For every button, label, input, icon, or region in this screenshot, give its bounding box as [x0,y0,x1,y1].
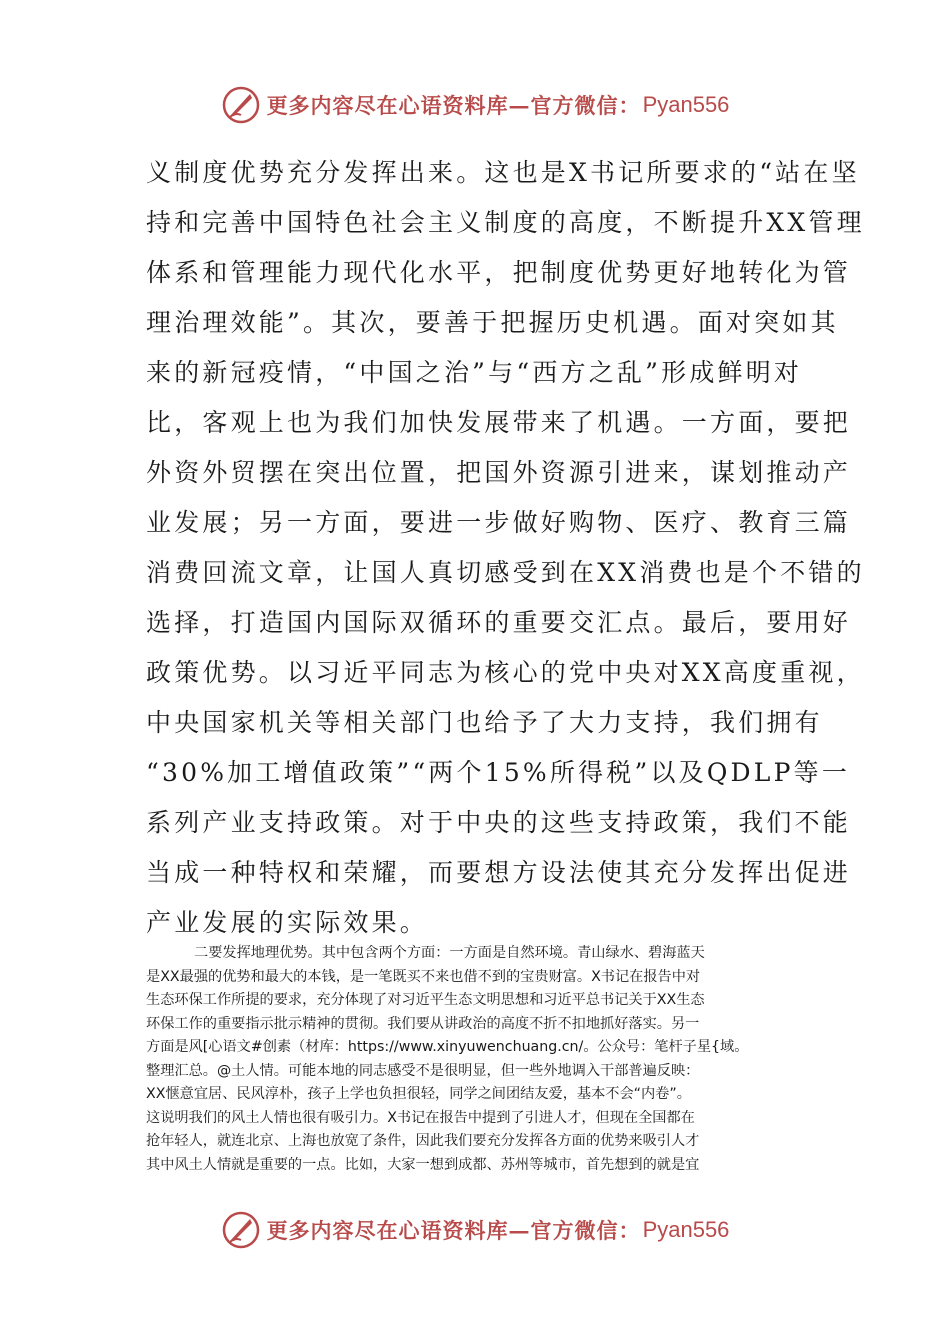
small-text-line: 环保工作的重要指示批示精神的贯彻。我们要从讲政治的高度不折不扣地抓好落实。另一 [146,1015,700,1032]
footer-banner [0,1205,950,1255]
secondary-paragraph [146,942,810,1177]
small-text-line: XX惬意宜居、民风淳朴，孩子上学也负担很轻，同学之间团结友爱，基本不会“内卷”。 [146,1086,691,1102]
small-text-line: 是XX最强的优势和最大的本钱，是一笔既买不来也借不到的宝贵财富。X书记在报告中对 [146,968,701,985]
text-line: 理治理效能”。其次，要善于把握历史机遇。面对突如其 [146,308,839,337]
text-line: 选择，打造国内国际双循环的重要交汇点。最后，要用好 [146,608,852,637]
small-text-line: 其中风土人情就是重要的一点。比如，大家一想到成都、苏州等城市，首先想到的就是宜 [146,1156,700,1173]
text-line: 义制度优势充分发挥出来。这也是X书记所要求的“站在坚 [146,158,860,187]
small-text-line: 二要发挥地理优势。其中包含两个方面：一方面是自然环境。青山绿水、碧海蓝天 [194,945,705,961]
banner-wechat-handle: Pyan556 [642,1217,730,1242]
small-text-line: 抢年轻人，就连北京、上海也放宽了条件，因此我们要充分发挥各方面的优势来吸引人才 [146,1133,700,1149]
small-text-line: 生态环保工作所提的要求，充分体现了对习近平生态文明思想和习近平总书记关于XX生态 [146,992,705,1008]
small-text-line: 整理汇总。@土人情。可能本地的同志感受不是很明显，但一些外地调入干部普遍反映： [146,1062,700,1079]
small-text-line: 这说明我们的风土人情也很有吸引力。X书记在报告中提到了引进人才，但现在全国都在 [146,1109,695,1126]
quill-logo-icon [221,1210,261,1250]
text-line: 消费回流文章，让国人真切感受到在XX消费也是个不错的 [146,558,865,587]
text-line: 业发展；另一方面，要进一步做好购物、医疗、教育三篇 [146,508,852,537]
main-body-text [146,148,865,948]
banner-slogan: 更多内容尽在心语资料库—官方微信： [266,1218,641,1243]
text-line: 持和完善中国特色社会主义制度的高度，不断提升XX管理 [146,208,865,237]
text-line: 当成一种特权和荣耀，而要想方设法使其充分发挥出促进 [146,858,852,887]
text-line: 政策优势。以习近平同志为核心的党中央对XX高度重视， [146,658,865,687]
header-banner [0,80,950,130]
text-line: 系列产业支持政策。对于中央的这些支持政策，我们不能 [146,808,852,837]
text-line: 体系和管理能力现代化水平，把制度优势更好地转化为管 [146,258,852,287]
text-line: 产业发展的实际效果。 [146,908,429,937]
small-text-line: 方面是风[心语文#创素（材库：https://www.xinyuwenchuang.cn/。公众号：笔杆子星{域。 [146,1039,749,1055]
banner-slogan: 更多内容尽在心语资料库—官方微信： [266,93,641,118]
text-line: 比，客观上也为我们加快发展带来了机遇。一方面，要把 [146,408,852,437]
text-line: 中央国家机关等相关部门也给予了大力支持，我们拥有 [146,708,823,737]
text-line: 外资外贸摆在突出位置，把国外资源引进来，谋划推动产 [146,458,852,487]
quill-logo-icon [221,85,261,125]
text-line: 来的新冠疫情，“中国之治”与“西方之乱”形成鲜明对 [146,358,803,387]
banner-wechat-handle: Pyan556 [642,92,730,117]
text-line: “30%加工增值政策”“两个15%所得税”以及QDLP等一 [146,758,851,787]
